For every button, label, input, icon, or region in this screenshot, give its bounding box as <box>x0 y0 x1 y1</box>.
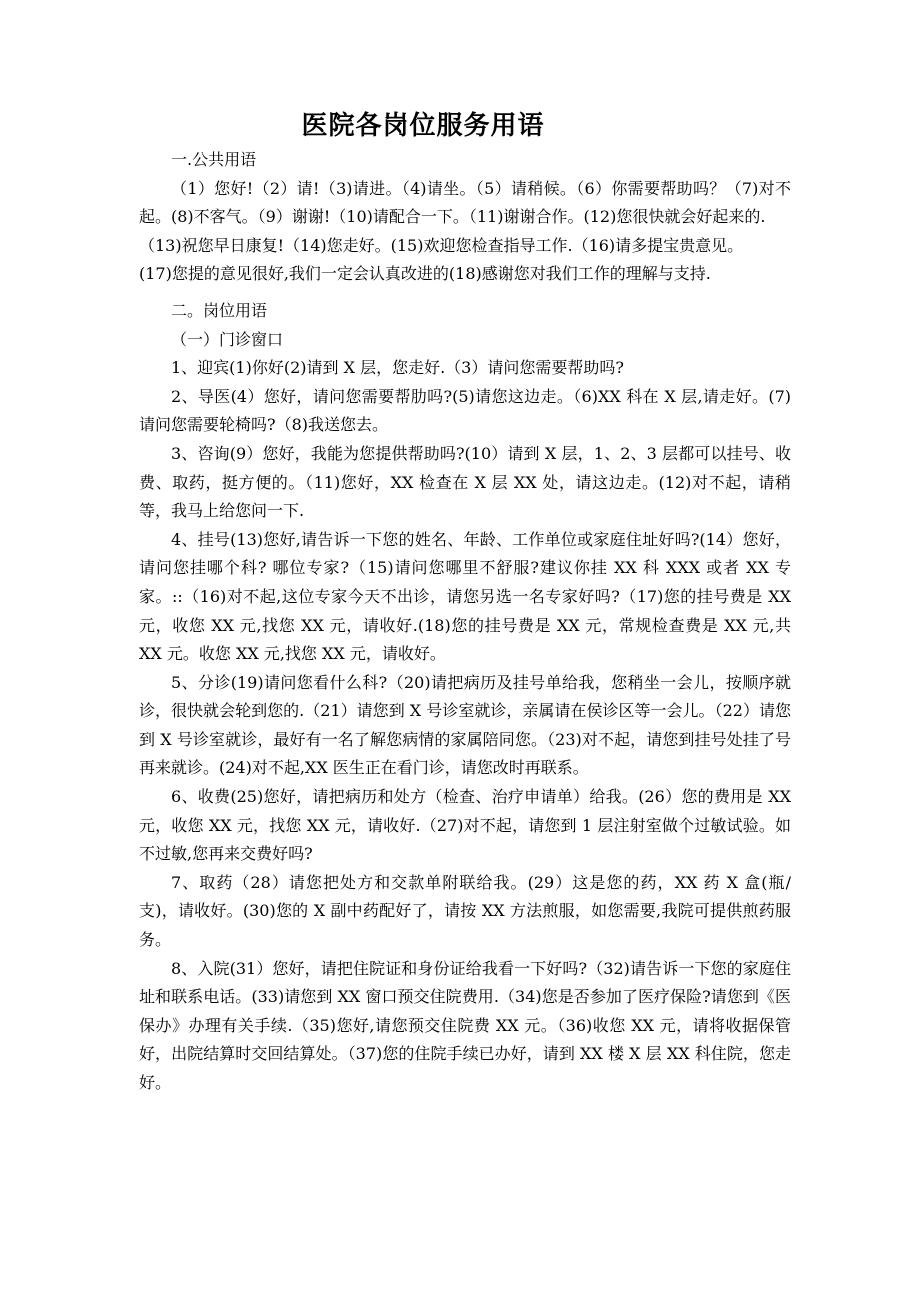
public-phrases-paragraph: (17)您提的意见很好,我们一定会认真改进的(18)感谢您对我们工作的理解与支持. <box>139 264 711 284</box>
document-body <box>139 146 791 1098</box>
public-phrases-paragraph: （13)祝您早日康复!（14)您走好。(15)欢迎您检查指导工作.（16)请多提宝贵意见。 <box>139 235 744 255</box>
list-item-registration: 4、挂号(13)您好,请告诉一下您的姓名、年龄、工作单位或家庭住址好吗?(14）您好，请问您挂哪个科? 哪位专家?（15)请问您哪里不舒服?建议你挂 XX 科 XXX 或者 XX 专家。::（16)对不起,这位专家今天不出诊，请您另选一名专家好吗?（17)您的挂号费是 XX 元，收您 XX 元,找您 XX 元，请收好.(18)您的挂号费是 XX 元，常规检查费是 XX 元,共 XX 元。收您 XX 元,找您 XX 元，请收好。 <box>139 529 791 664</box>
section-heading-posts: 二。岗位用语 <box>171 300 268 320</box>
public-phrases-paragraph: （1）您好!（2）请!（3)请进。（4)请坐。（5）请稍候。（6）你需要帮助吗？（7)对不起。(8)不客气。（9）谢谢!（10)请配合一下。（11)谢谢合作。(12)您很快就会好起来的. <box>139 178 791 227</box>
subsection-heading-outpatient: （一）门诊窗口 <box>171 329 284 349</box>
section-heading-public: 一.公共用语 <box>171 150 257 169</box>
document-title: 医院各岗位服务用语 <box>301 111 545 141</box>
list-item-pharmacy: 7、取药（28）请您把处方和交款单附联给我。(29）这是您的药，XX 药 X 盒(瓶/支)，请收好。(30)您的 X 副中药配好了，请按 XX 方法煎服，如您需要,我院可提供煎药服务。 <box>139 872 791 950</box>
list-item-reception: 1、迎宾(1)你好(2)请到 X 层，您走好.（3）请问您需要帮助吗? <box>171 358 624 378</box>
list-item-admission: 8、入院(31）您好，请把住院证和身份证给我看一下好吗?（32)请告诉一下您的家庭住址和联系电话。(33)请您到 XX 窗口预交住院费用.（34)您是否参加了医疗保险?请您到《医保办》办理有关手续.（35)您好,请您预交住院费 XX 元。（36)收您 XX 元，请将收据保管好，出院结算时交回结算处。（37)您的住院手续已办好，请到 XX 楼 X 层 XX 科住院，您走好。 <box>139 958 791 1092</box>
list-item-triage: 5、分诊(19)请问您看什么科?（20)请把病历及挂号单给我，您稍坐一会儿，按顺序就诊，很快就会轮到您的.（21）请您到 X 号诊室就诊，亲属请在侯诊区等一会儿。（22）请您到 X 号诊室就诊，最好有一名了解您病情的家属陪同您。（23)对不起，请您到挂号处挂了号再来就诊。(24)对不起,XX 医生正在看门诊，请您改时再联系。 <box>139 672 791 778</box>
list-item-guide: 2、导医(4）您好，请问您需要帮肋吗?(5)请您这边走。（6)XX 科在 X 层,请走好。(7)请问您需要轮椅吗?（8)我送您去。 <box>139 386 791 435</box>
list-item-payment: 6、收费(25)您好，请把病历和处方（检查、治疗申请单）给我。(26）您的费用是 XX 元，收您 XX 元，找您 XX 元，请收好.（27)对不起，请您到 1 层注射室做个过敏试验。如不过敏,您再来交费好吗? <box>139 787 791 864</box>
list-item-consult: 3、咨询(9）您好，我能为您提供帮助吗?(10）请到 X 层，1、2、3 层都可以挂号、收费、取药，挺方便的。（11)您好，XX 检查在 X 层 XX 处，请这边走。(12)对不起，请稍等，我马上给您问一下. <box>139 443 791 521</box>
